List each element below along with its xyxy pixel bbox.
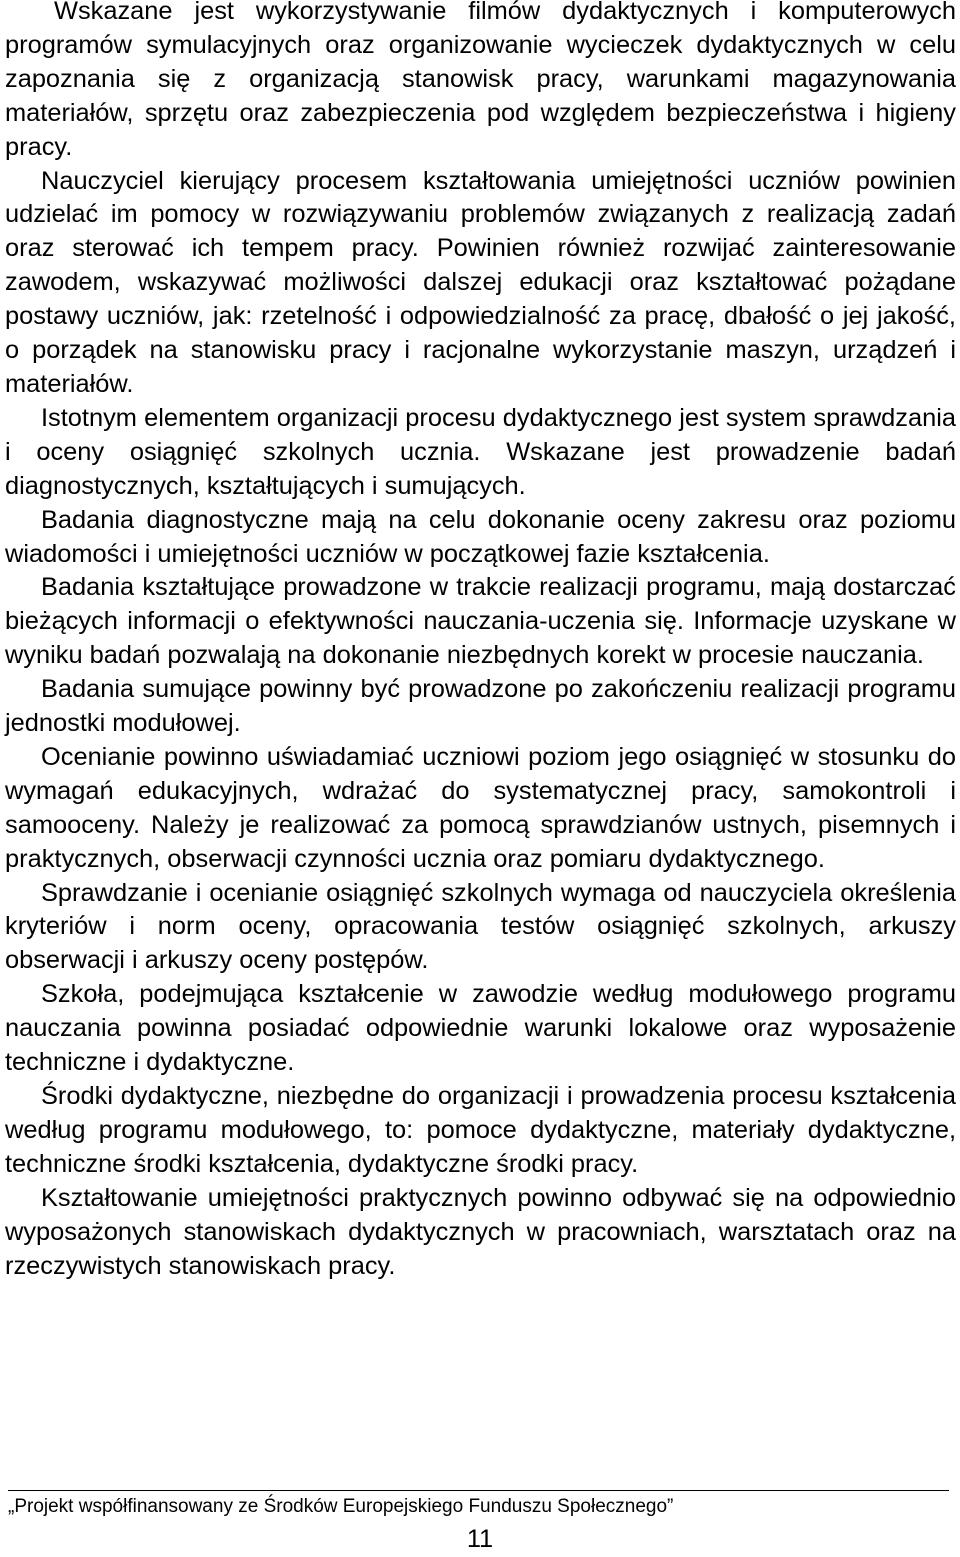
paragraph-teacher-role: Nauczyciel kierujący procesem kształtowania umiejętności uczniów powinien udzielać im pomocy w rozwiązywaniu problemów związanych z realizacją zadań oraz sterować ich tempem pracy. Powinien również rozwijać zainteresowanie zawodem, wskazywać możliwości dalszej edukacji oraz kształtować pożądane postawy uczniów, jak: rzetelność i odpowiedzialność za pracę, dbałość o jej jakość, o porządek na stanowisku pracy i racjonalne wykorzystanie maszyn, urządzeń i materiałów.	[5, 166, 956, 398]
paragraph-summative-research: Badania sumujące powinny być prowadzone po zakończeniu realizacji programu jednostki modułowej.	[5, 675, 956, 738]
paragraph-teaching-aids: Środki dydaktyczne, niezbędne do organizacji i prowadzenia procesu kształcenia według programu modułowego, to: pomoce dydaktyczne, materiały dydaktyczne, techniczne środki kształcenia, dydaktyczne środki pracy.	[5, 1082, 956, 1178]
paragraph-film-excursions: Wskazane jest wykorzystywanie filmów dydaktycznych i komputerowych programów symulacyjnych oraz organizowanie wycieczek dydaktycznych w celu zapoznania się z organizacją stanowisk pracy, warunkami magazynowania materiałów, sprzętu oraz zabezpieczenia pod względem bezpieczeństwa i higieny pracy.	[5, 0, 956, 161]
footer-project-note: „Projekt współfinansowany ze Środków Europejskiego Funduszu Społecznego”	[8, 1496, 674, 1517]
paragraph-checking-criteria: Sprawdzanie i ocenianie osiągnięć szkolnych wymaga od nauczyciela określenia kryteriów i norm oceny, opracowania testów osiągnięć szkolnych, arkuszy obserwacji i arkuszy oceny postępów.	[5, 878, 956, 975]
paragraph-diagnostic-research: Badania diagnostyczne mają na celu dokonanie oceny zakresu oraz poziomu wiadomości i umiejętności uczniów w początkowej fazie kształcenia.	[5, 505, 956, 568]
paragraph-practical-skills: Kształtowanie umiejętności praktycznych powinno odbywać się na odpowiednio wyposażonych stanowiskach dydaktycznych w pracowniach, warsztatach oraz na rzeczywistych stanowiskach pracy.	[5, 1183, 956, 1280]
paragraph-school-conditions: Szkoła, podejmująca kształcenie w zawodzie według modułowego programu nauczania powinna posiadać odpowiednie warunki lokalowe oraz wyposażenie techniczne i dydaktyczne.	[5, 980, 956, 1077]
paragraph-grading: Ocenianie powinno uświadamiać uczniowi poziom jego osiągnięć w stosunku do wymagań edukacyjnych, wdrażać do systematycznej pracy, samokontroli i samooceny. Należy je realizować za pomocą sprawdzianów ustnych, pisemnych i praktycznych, obserwacji czynności ucznia oraz pomiaru dydaktycznego.	[5, 742, 956, 873]
page-number: 11	[466, 1525, 494, 1553]
footer-divider	[8, 1490, 949, 1491]
paragraph-assessment-system: Istotnym elementem organizacji procesu dydaktycznego jest system sprawdzania i oceny osiągnięć szkolnych ucznia. Wskazane jest prowadzenie badań diagnostycznych, kształtujących i sumujących.	[5, 403, 956, 500]
paragraph-formative-research: Badania kształtujące prowadzone w trakcie realizacji programu, mają dostarczać bieżących informacji o efektywności nauczania-uczenia się. Informacje uzyskane w wyniku badań pozwalają na dokonanie niezbędnych korekt w procesie nauczania.	[5, 573, 956, 670]
main-text	[5, 0, 956, 1283]
